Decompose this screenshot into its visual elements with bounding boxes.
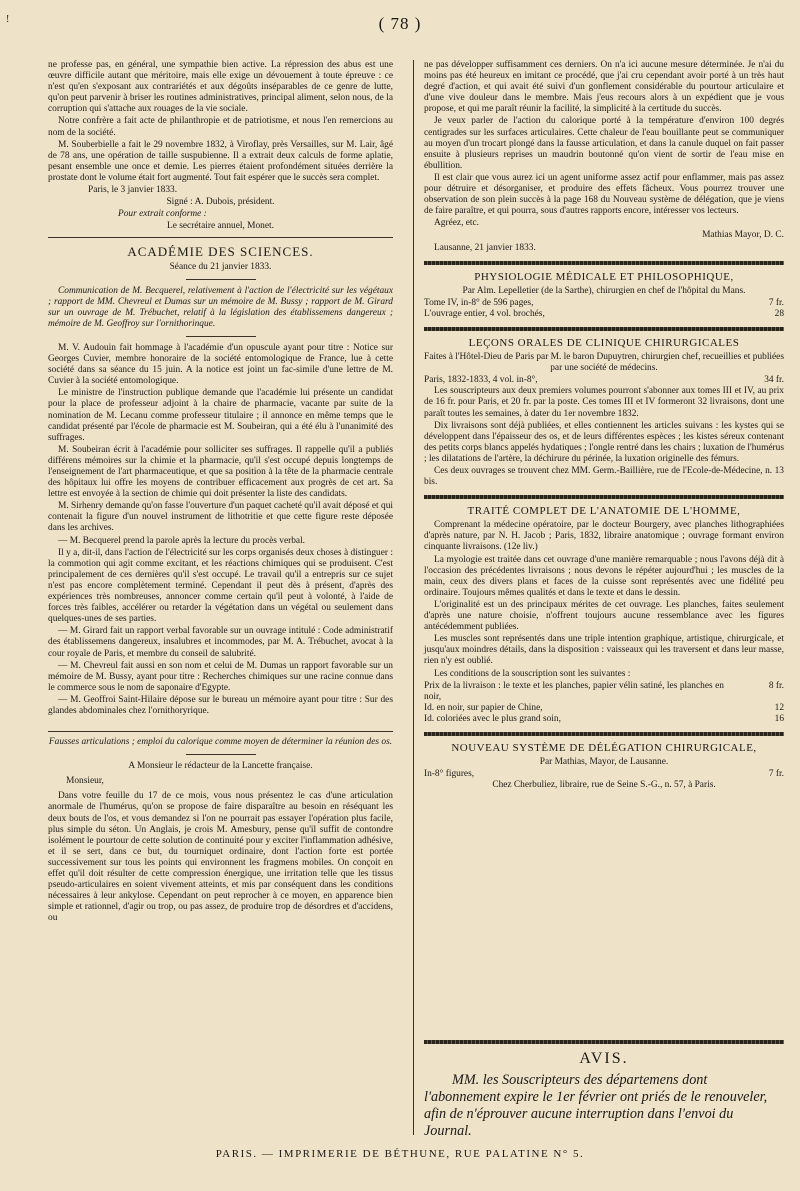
ad-author: Faites à l'Hôtel-Dieu de Paris par M. le baron Dupuytren, chirurgien chef, recueillies et publiées par une société de médecins.	[424, 352, 784, 374]
ad-title: NOUVEAU SYSTÈME DE DÉLÉGATION CHIRURGICALE,	[451, 741, 757, 754]
paragraph: Comprenant la médecine opératoire, par le docteur Bourgery, avec planches lithographiées d'après nature, par N. H. Jacob ; Paris, 1832, libraire anatomique ; ouvrage formant environ cinquante livraisons. (12e liv.)	[424, 520, 784, 553]
margin-mark: !	[6, 14, 10, 25]
price-value: 7 fr.	[768, 297, 784, 308]
summary: Communication de M. Becquerel, relativement à l'action de l'électricité sur les végétaux ; rapport de MM. Chevreul et Dumas sur un mémoire de M. Bussy ; rapport de M. Girard sur un ouvrage de M. Trébuchet, relatif à la législation des établissemens dangereux ; mémoire de M. Geoffroy sur l'ornithorinque.	[48, 285, 393, 329]
signature-line: Signé : A. Dubois, président.	[166, 197, 275, 208]
ad-author: Par Mathias, Mayor, de Lausanne.	[539, 757, 669, 768]
price-row	[424, 309, 784, 320]
price-label: Paris, 1832-1833, 4 vol. in-8°,	[424, 375, 538, 386]
column-divider	[413, 60, 414, 1135]
left-column	[48, 60, 393, 925]
thick-divider	[424, 495, 784, 499]
paragraph: Ces deux ouvrages se trouvent chez MM. Germ.-Baillière, rue de l'Ecole-de-Médecine, n. 13 bis.	[424, 466, 784, 488]
price-value: 8 fr.	[768, 680, 784, 691]
paragraph: Il y a, dit-il, dans l'action de l'électricité sur les corps organisés deux choses à distinguer : la commotion qui agit comme excitant, et les réactions chimiques qui se produisent. C'est principalement de ces dernières qu'il s'est occupé. Le travail qu'il a entrepris sur ce sujet n'est pas encore complètement terminé. Cependant il peut dès à présent, d'après des expériences très nombreuses, annoncer comme certain qu'il peut à volonté, à l'aide de forces très faibles, accélérer ou retarder la végétation dans un végétal ou seulement dans quelques-unes de ses parties.	[48, 547, 393, 625]
ad-title: TRAITÉ COMPLET DE L'ANATOMIE DE L'HOMME,	[467, 505, 741, 518]
paragraph: ne professe pas, en général, une sympathie bien active. La répression des abus est une œuvre difficile autant que méritoire, mais elle exige un dévouement à toute épreuve : ce n'est qu'en s'exposant aux contrariétés et aux dégoûts inséparables de ce genre de lutte, qu'on peut parvenir à briser les routines administratives, principal aliment, selon nous, de la corruption qui s'attache aux rouages de la vie sociale.	[48, 60, 393, 115]
price-value: 12	[774, 702, 784, 713]
paragraph: — M. Chevreul fait aussi en son nom et celui de M. Dumas un rapport favorable sur un mémoire de M. Bussy, ayant pour titre : Recherches chimiques sur une racine connue dans le commerce sous le nom de saponaire d'Egypte.	[48, 660, 393, 693]
price-row	[424, 681, 784, 703]
section-title: ACADÉMIE DES SCIENCES.	[127, 244, 314, 260]
paragraph: M. V. Audouin fait hommage à l'académie d'un opuscule ayant pour titre : Notice sur Georges Cuvier, membre honoraire de la société entomologique de France, lue à cette société dans sa séance du 15 juin. A la notice est joint un fac-simile d'une lettre de M. Cuvier à la société entomologique.	[48, 342, 393, 387]
salutation: Monsieur,	[66, 776, 104, 787]
divider	[186, 754, 256, 755]
price-value: 7 fr.	[768, 769, 784, 780]
price-label: Id. en noir, sur papier de Chine,	[424, 702, 543, 713]
avis-box	[424, 1040, 784, 1139]
secretary-line: Le secrétaire annuel, Monet.	[167, 221, 274, 232]
page-number: ( 78 )	[378, 14, 422, 33]
thick-divider	[424, 261, 784, 265]
divider	[48, 731, 393, 732]
avis-text: MM. les Souscripteurs des départemens dont l'abonnement expire le 1er février ont priés de le renouveler, afin de n'éprouver aucune interruption dans l'envoi du Journal.	[424, 1072, 768, 1139]
paragraph: Dans votre feuille du 17 de ce mois, vous nous présentez le cas d'une articulation anormale de l'humérus, qu'on se propose de faire disparaître au besoin en réséquant les deux bouts de l'os, et vous demandez si l'on ne pourrait pas essayer l'opération plus facile, plus simple du séton. Un Anglais, je crois M. Amesbury, pense qu'il suffit de contondre isolément le pourtour de cette solution de continuité pour y exciter l'inflammation adhésive, et il se sert, dans ce but, du tourniquet ordinaire, dont l'action forte est portée successivement sur tous les points qui environnent les fragmens mobiles. On conçoit en effet qu'il doit résulter de cette compression énergique, une irritation telle que les tissus pseudo-articulaires en soient vivement atteints, et mis par conséquent dans les conditions nécessaires à leur ankylose. Cependant on peut reprocher à ce moyen, en apparence bien simple et rationnel, d'agir ou trop, ou pas assez, de produire trop de désordres et d'accidens, ou	[48, 791, 393, 924]
ad-title: LEÇONS ORALES DE CLINIQUE CHIRURGICALES	[468, 336, 740, 349]
seance-date: Séance du 21 janvier 1833.	[169, 261, 272, 272]
price-row	[424, 375, 784, 386]
price-value: 28	[774, 308, 784, 319]
price-label: Tome IV, in-8° de 596 pages,	[424, 297, 534, 308]
signature: Mathias Mayor, D. C.	[702, 230, 784, 241]
paragraph: Dix livraisons sont déjà publiées, et elles contiennent les articles suivans : les kystes qui se développent dans l'épaisseur des os, et de leurs différentes espèces ; les kistes séreux contenant des petits corps blancs appelés hydatiques ; l'ongle rentré dans les chairs ; luxation de l'humérus ; les dilatations de l'artère, la déchirure du périnée, la luxation originelle des fémurs.	[424, 420, 784, 464]
ad-title: PHYSIOLOGIE MÉDICALE ET PHILOSOPHIQUE,	[474, 270, 734, 283]
paragraph: Les souscripteurs aux deux premiers volumes pourront s'abonner aux tomes III et IV, au prix de 16 fr. pour Paris, et 20 fr. par la poste. Ces tomes III et IV formeront 32 livraisons, dont une paraît toutes les semaines, à dater du 1er novembre 1832.	[424, 386, 784, 419]
paragraph: Notre confrère a fait acte de philanthropie et de patriotisme, et nous l'en remercions au nom de la société.	[48, 116, 393, 138]
price-row	[424, 714, 784, 725]
price-label: Id. coloriées avec le plus grand soin,	[424, 713, 561, 724]
date-line: Paris, le 3 janvier 1833.	[88, 185, 178, 196]
paragraph: Le ministre de l'instruction publique demande que l'académie lui présente un candidat pour la place de professeur adjoint à la chaire de pharmacie, vacante par suite de la nomination de M. Lecanu comme professeur titulaire ; il annonce en même temps que le candidat présenté par l'école de pharmacie est M. Soubeiran, qui a été élu à l'unanimité des suffrages.	[48, 388, 393, 443]
price-row	[424, 298, 784, 309]
price-value: 16	[774, 713, 784, 724]
price-value: 34 fr.	[764, 375, 784, 386]
paragraph: M. Soubeiran écrit à l'académie pour solliciter ses suffrages. Il rappelle qu'il a publiés différens mémoires sur la chimie et la pharmacie, qu'il s'est occupé depuis longtemps de l'enseignement de l'art pharmaceutique, et que sa position à la tête de la pharmacie centrale des hôpitaux lui offre les moyens de contribuer efficacement aux progrès de cet art. Sa lettre est envoyée à la section de chimie qui doit présenter la liste des candidats.	[48, 444, 393, 500]
divider	[186, 279, 256, 280]
paragraph: — M. Becquerel prend la parole après la lecture du procès verbal.	[58, 535, 306, 546]
ad-author: Par Alm. Lepelletier (de la Sarthe), chirurgien en chef de l'hôpital du Mans.	[462, 285, 746, 296]
price-label: Prix de la livraison : le texte et les planches, papier vélin satiné, les planches en noir,	[424, 680, 724, 702]
thick-divider	[424, 327, 784, 331]
price-row	[424, 703, 784, 714]
paragraph: — M. Geoffroi Saint-Hilaire dépose sur le bureau un mémoire ayant pour titre : Sur des glandes abdominales chez l'ornithoryrique.	[48, 694, 393, 716]
paragraph: ne pas développer suffisamment ces derniers. On n'a ici aucune mesure déterminée. Je n'ai du moins pas été heureux en imitant ce procédé, que j'ai cru cependant avoir porté à un très haut degré d'action, et qui avait été suivi d'un gonflement considérable du pourtour articulaire et d'une vive douleur dans le membre. Mais j'eus recours alors à un expédient que je vous propose, et qui me paraît réunir la facilité, la simplicité à la certitude du succès.	[424, 60, 784, 115]
divider	[186, 336, 256, 337]
divider	[48, 237, 393, 238]
thick-divider	[424, 1040, 784, 1044]
paragraph: — M. Girard fait un rapport verbal favorable sur un ouvrage intitulé : Code administratif des établissemens dangereux, insalubres et incommodes, par M. A. Trébuchet, avocat à la cour royale de Paris, et membre du conseil de salubrité.	[48, 626, 393, 659]
article-title: Fausses articulations ; emploi du calorique comme moyen de déterminer la réunion des os.	[48, 737, 393, 748]
paragraph: M. Souberbielle a fait le 29 novembre 1832, à Viroflay, près Versailles, sur M. Lair, âgé de 78 ans, une opération de taille suspubienne. Il a extrait deux calculs de forme aplatie, pesant ensemble une once et demie. Les pierres étaient profondément situées derrière la prostate dont le volume était fort augmenté. Tout fait espérer que le succès sera complet.	[48, 139, 393, 183]
paragraph: Les conditions de la souscription sont les suivantes :	[434, 668, 631, 679]
price-row	[424, 769, 784, 780]
paragraph: La myologie est traitée dans cet ouvrage d'une manière remarquable ; nous l'avons déjà dit à l'occasion des précédentes livraisons ; nous devons le répéter aujourd'hui ; les muscles de la main, ceux des divers plans et faces de la cuisse sont représentés avec une fidélité peu ordinaire. Toujours mêmes qualités et dans le texte et dans le dessin.	[424, 554, 784, 598]
place-date: Lausanne, 21 janvier 1833.	[434, 242, 536, 253]
conform-line: Pour extrait conforme :	[118, 209, 207, 220]
printer-footer: PARIS. — IMPRIMERIE DE BÉTHUNE, RUE PALATINE N° 5.	[215, 1148, 585, 1160]
paragraph: L'originalité est un des principaux mérites de cet ouvrage. Les planches, faites seulement d'après une nature choisie, n'offrent toujours aucune ressemblance avec les figures antécédemment publiées.	[424, 599, 784, 633]
avis-title: AVIS.	[579, 1050, 629, 1067]
price-label: L'ouvrage entier, 4 vol. brochés,	[424, 308, 545, 319]
thick-divider	[424, 732, 784, 736]
paragraph: Je veux parler de l'action du calorique porté à la température d'environ 100 degrés centigrades sur les surfaces articulaires. Cette chaleur de l'eau bouillante peut se communiquer au moyen d'un trocart plongé dans la fausse articulation, et dans la canule duquel on fait passer ensuite à plusieurs reprises un maudrin boutonné qu'on vient de sortir de l'eau mise en ébullition.	[424, 116, 784, 171]
paragraph: Les muscles sont représentés dans une triple intention graphique, artistique, chirurgicale, et jusqu'aux moindres détails, dans la disposition : vaisseaux qui les traversent et dans leur masse, rien n'y est oublié.	[424, 634, 784, 667]
ad-address: Chez Cherbuliez, libraire, rue de Seine S.-G., n. 57, à Paris.	[492, 780, 716, 791]
paragraph: M. Sirhenry demande qu'on fasse l'ouverture d'un paquet cacheté qu'il avait déposé et qui contenait la figure d'un nouvel instrument de lithotritie et que cette figure reste déposée dans les archives.	[48, 501, 393, 534]
paragraph: Il est clair que vous aurez ici un agent uniforme assez actif pour enflammer, mais pas assez pour détruire et désorganiser, et produire des effets fâcheux. Vous pourrez trouver une observation de son plein succès à la page 168 du Nouveau système de délégation, que je viens de faire paraître, et qui pourra, sous d'autres rapports encore, intéresser vos lecteurs.	[424, 172, 784, 217]
right-column	[424, 60, 784, 792]
letter-address: A Monsieur le rédacteur de la Lancette française.	[128, 761, 313, 772]
closing: Agréez, etc.	[434, 218, 480, 229]
price-label: In-8° figures,	[424, 769, 475, 780]
